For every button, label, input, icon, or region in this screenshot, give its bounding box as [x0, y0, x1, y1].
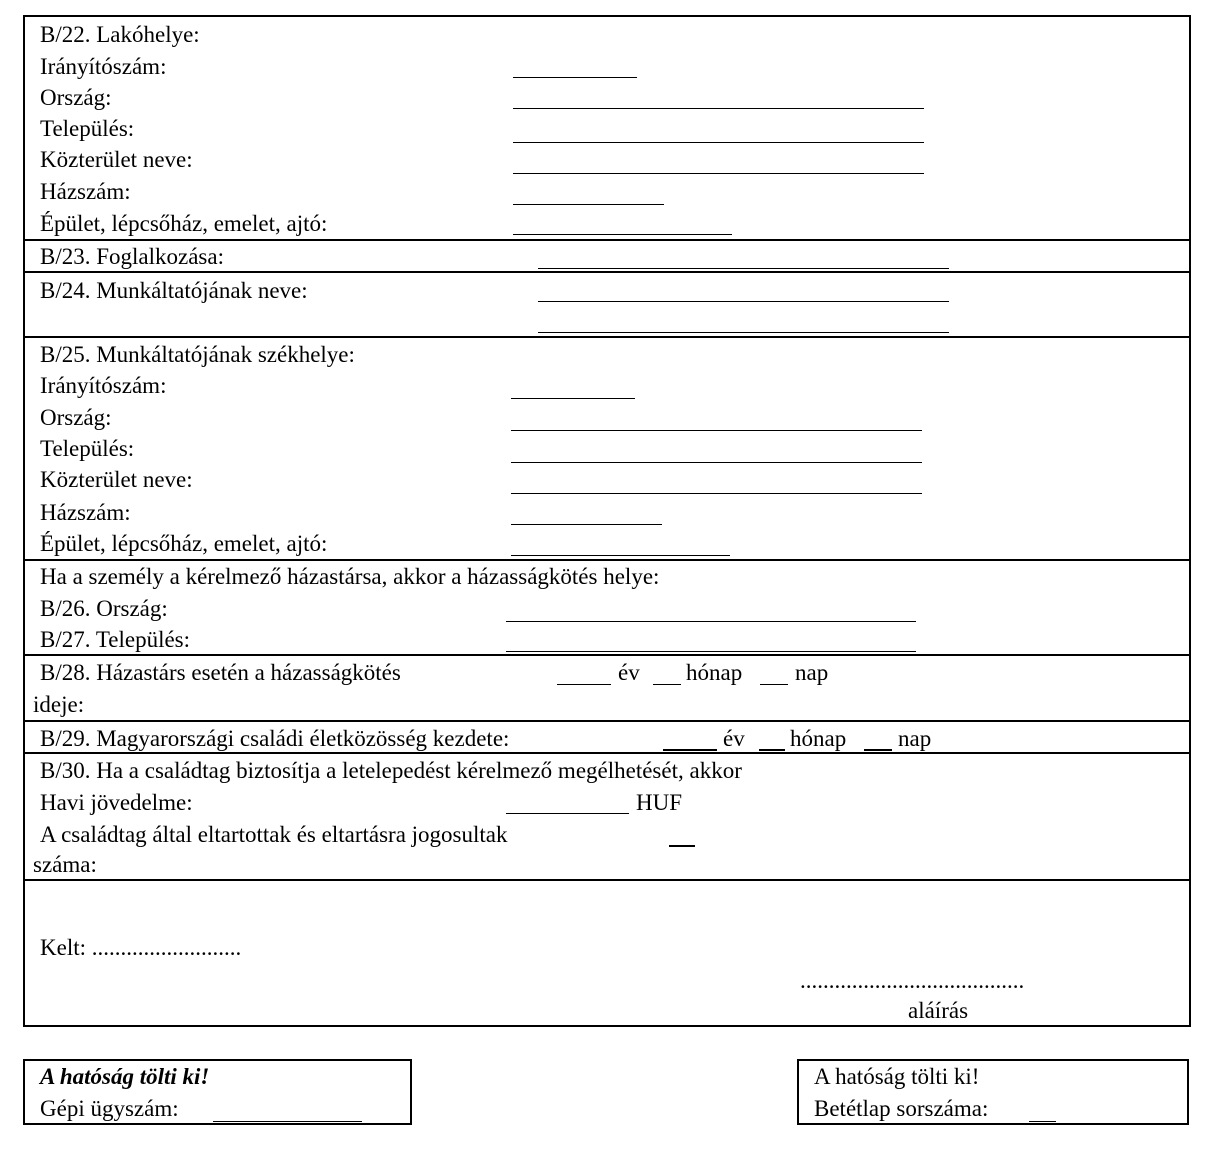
b29-day-field[interactable] — [864, 749, 892, 751]
b24-employer-field-line2[interactable] — [538, 332, 949, 333]
b29-year-field[interactable] — [663, 749, 717, 751]
b25-settlement-label: Település: — [40, 436, 135, 461]
b22-street-label: Közterület neve: — [40, 147, 193, 172]
b22-country-field[interactable] — [513, 108, 924, 109]
insert-number-label: Betétlap sorszáma: — [814, 1096, 989, 1121]
authority-left-title: A hatóság tölti ki! — [40, 1064, 210, 1089]
b22-street-field[interactable] — [513, 173, 924, 174]
b29-year-label: év — [723, 726, 745, 751]
b25-building-label: Épület, lépcsőház, emelet, ajtó: — [40, 531, 328, 556]
b29-day-label: nap — [898, 726, 932, 751]
authority-right-title: A hatóság tölti ki! — [814, 1064, 980, 1089]
b29-label: B/29. Magyarországi családi életközösség kezdete: — [40, 726, 510, 751]
b25-street-label: Közterület neve: — [40, 467, 193, 492]
b26-label: B/26. Ország: — [40, 596, 168, 621]
b22-heading: B/22. Lakóhelye: — [40, 22, 200, 47]
b29-month-label: hónap — [790, 726, 847, 751]
b23-label: B/23. Foglalkozása: — [40, 244, 224, 269]
b28-month-label: hónap — [686, 660, 743, 685]
b30-dependents-label-cont: száma: — [33, 852, 97, 877]
signature-line: ....................................... — [800, 968, 1025, 993]
b22-zip-label: Irányítószám: — [40, 54, 167, 79]
row-divider — [23, 752, 1191, 754]
row-divider — [23, 879, 1191, 881]
b29-month-field[interactable] — [759, 749, 785, 751]
b26-country-field[interactable] — [506, 621, 916, 622]
b25-country-label: Ország: — [40, 405, 112, 430]
b22-country-label: Ország: — [40, 85, 112, 110]
b25-building-field[interactable] — [511, 555, 730, 556]
b30-intro: B/30. Ha a családtag biztosítja a letelepedést kérelmező megélhetését, akkor — [40, 758, 742, 783]
row-divider — [23, 239, 1191, 241]
insert-number-field[interactable] — [1029, 1121, 1056, 1122]
b27-label: B/27. Település: — [40, 627, 191, 652]
b24-employer-field-line1[interactable] — [538, 301, 949, 302]
case-number-field[interactable] — [213, 1121, 362, 1122]
b30-dependents-field[interactable] — [669, 845, 695, 847]
b22-settlement-field[interactable] — [513, 142, 924, 143]
b23-occupation-field[interactable] — [538, 268, 949, 269]
form-table — [23, 15, 1191, 1027]
b28-year-field[interactable] — [557, 684, 611, 685]
b25-zip-field[interactable] — [511, 398, 635, 399]
b28-day-label: nap — [795, 660, 829, 685]
b22-house-number-label: Házszám: — [40, 179, 131, 204]
b27-settlement-field[interactable] — [506, 651, 916, 652]
b22-settlement-label: Település: — [40, 116, 135, 141]
b30-income-field[interactable] — [506, 813, 629, 814]
marriage-intro: Ha a személy a kérelmező házastársa, akkor a házasságkötés helye: — [40, 564, 660, 589]
b25-zip-label: Irányítószám: — [40, 373, 167, 398]
row-divider — [23, 336, 1191, 338]
b25-country-field[interactable] — [511, 430, 922, 431]
b25-heading: B/25. Munkáltatójának székhelye: — [40, 342, 355, 367]
b22-building-label: Épület, lépcsőház, emelet, ajtó: — [40, 211, 328, 236]
signature-label: aláírás — [908, 998, 969, 1023]
b28-month-field[interactable] — [653, 684, 681, 685]
b25-house-number-field[interactable] — [511, 524, 662, 525]
b28-label: B/28. Házastárs esetén a házasságkötés — [40, 660, 401, 685]
row-divider — [23, 720, 1191, 722]
b25-house-number-label: Házszám: — [40, 500, 131, 525]
b24-label: B/24. Munkáltatójának neve: — [40, 278, 308, 303]
row-divider — [23, 271, 1191, 273]
b28-day-field[interactable] — [760, 684, 788, 685]
b28-year-label: év — [618, 660, 640, 685]
b30-income-label: Havi jövedelme: — [40, 790, 193, 815]
b22-house-number-field[interactable] — [513, 204, 664, 205]
b25-street-field[interactable] — [511, 493, 922, 494]
b28-label-cont: ideje: — [33, 692, 85, 717]
row-divider — [23, 654, 1191, 656]
b22-zip-field[interactable] — [513, 77, 637, 78]
kelt-label: Kelt: .......................... — [40, 935, 242, 960]
row-divider — [23, 559, 1191, 561]
b30-currency: HUF — [636, 790, 683, 815]
b30-dependents-label: A családtag által eltartottak és eltartásra jogosultak — [40, 822, 508, 847]
case-number-label: Gépi ügyszám: — [40, 1096, 179, 1121]
b25-settlement-field[interactable] — [511, 462, 922, 463]
b22-building-field[interactable] — [513, 234, 732, 235]
